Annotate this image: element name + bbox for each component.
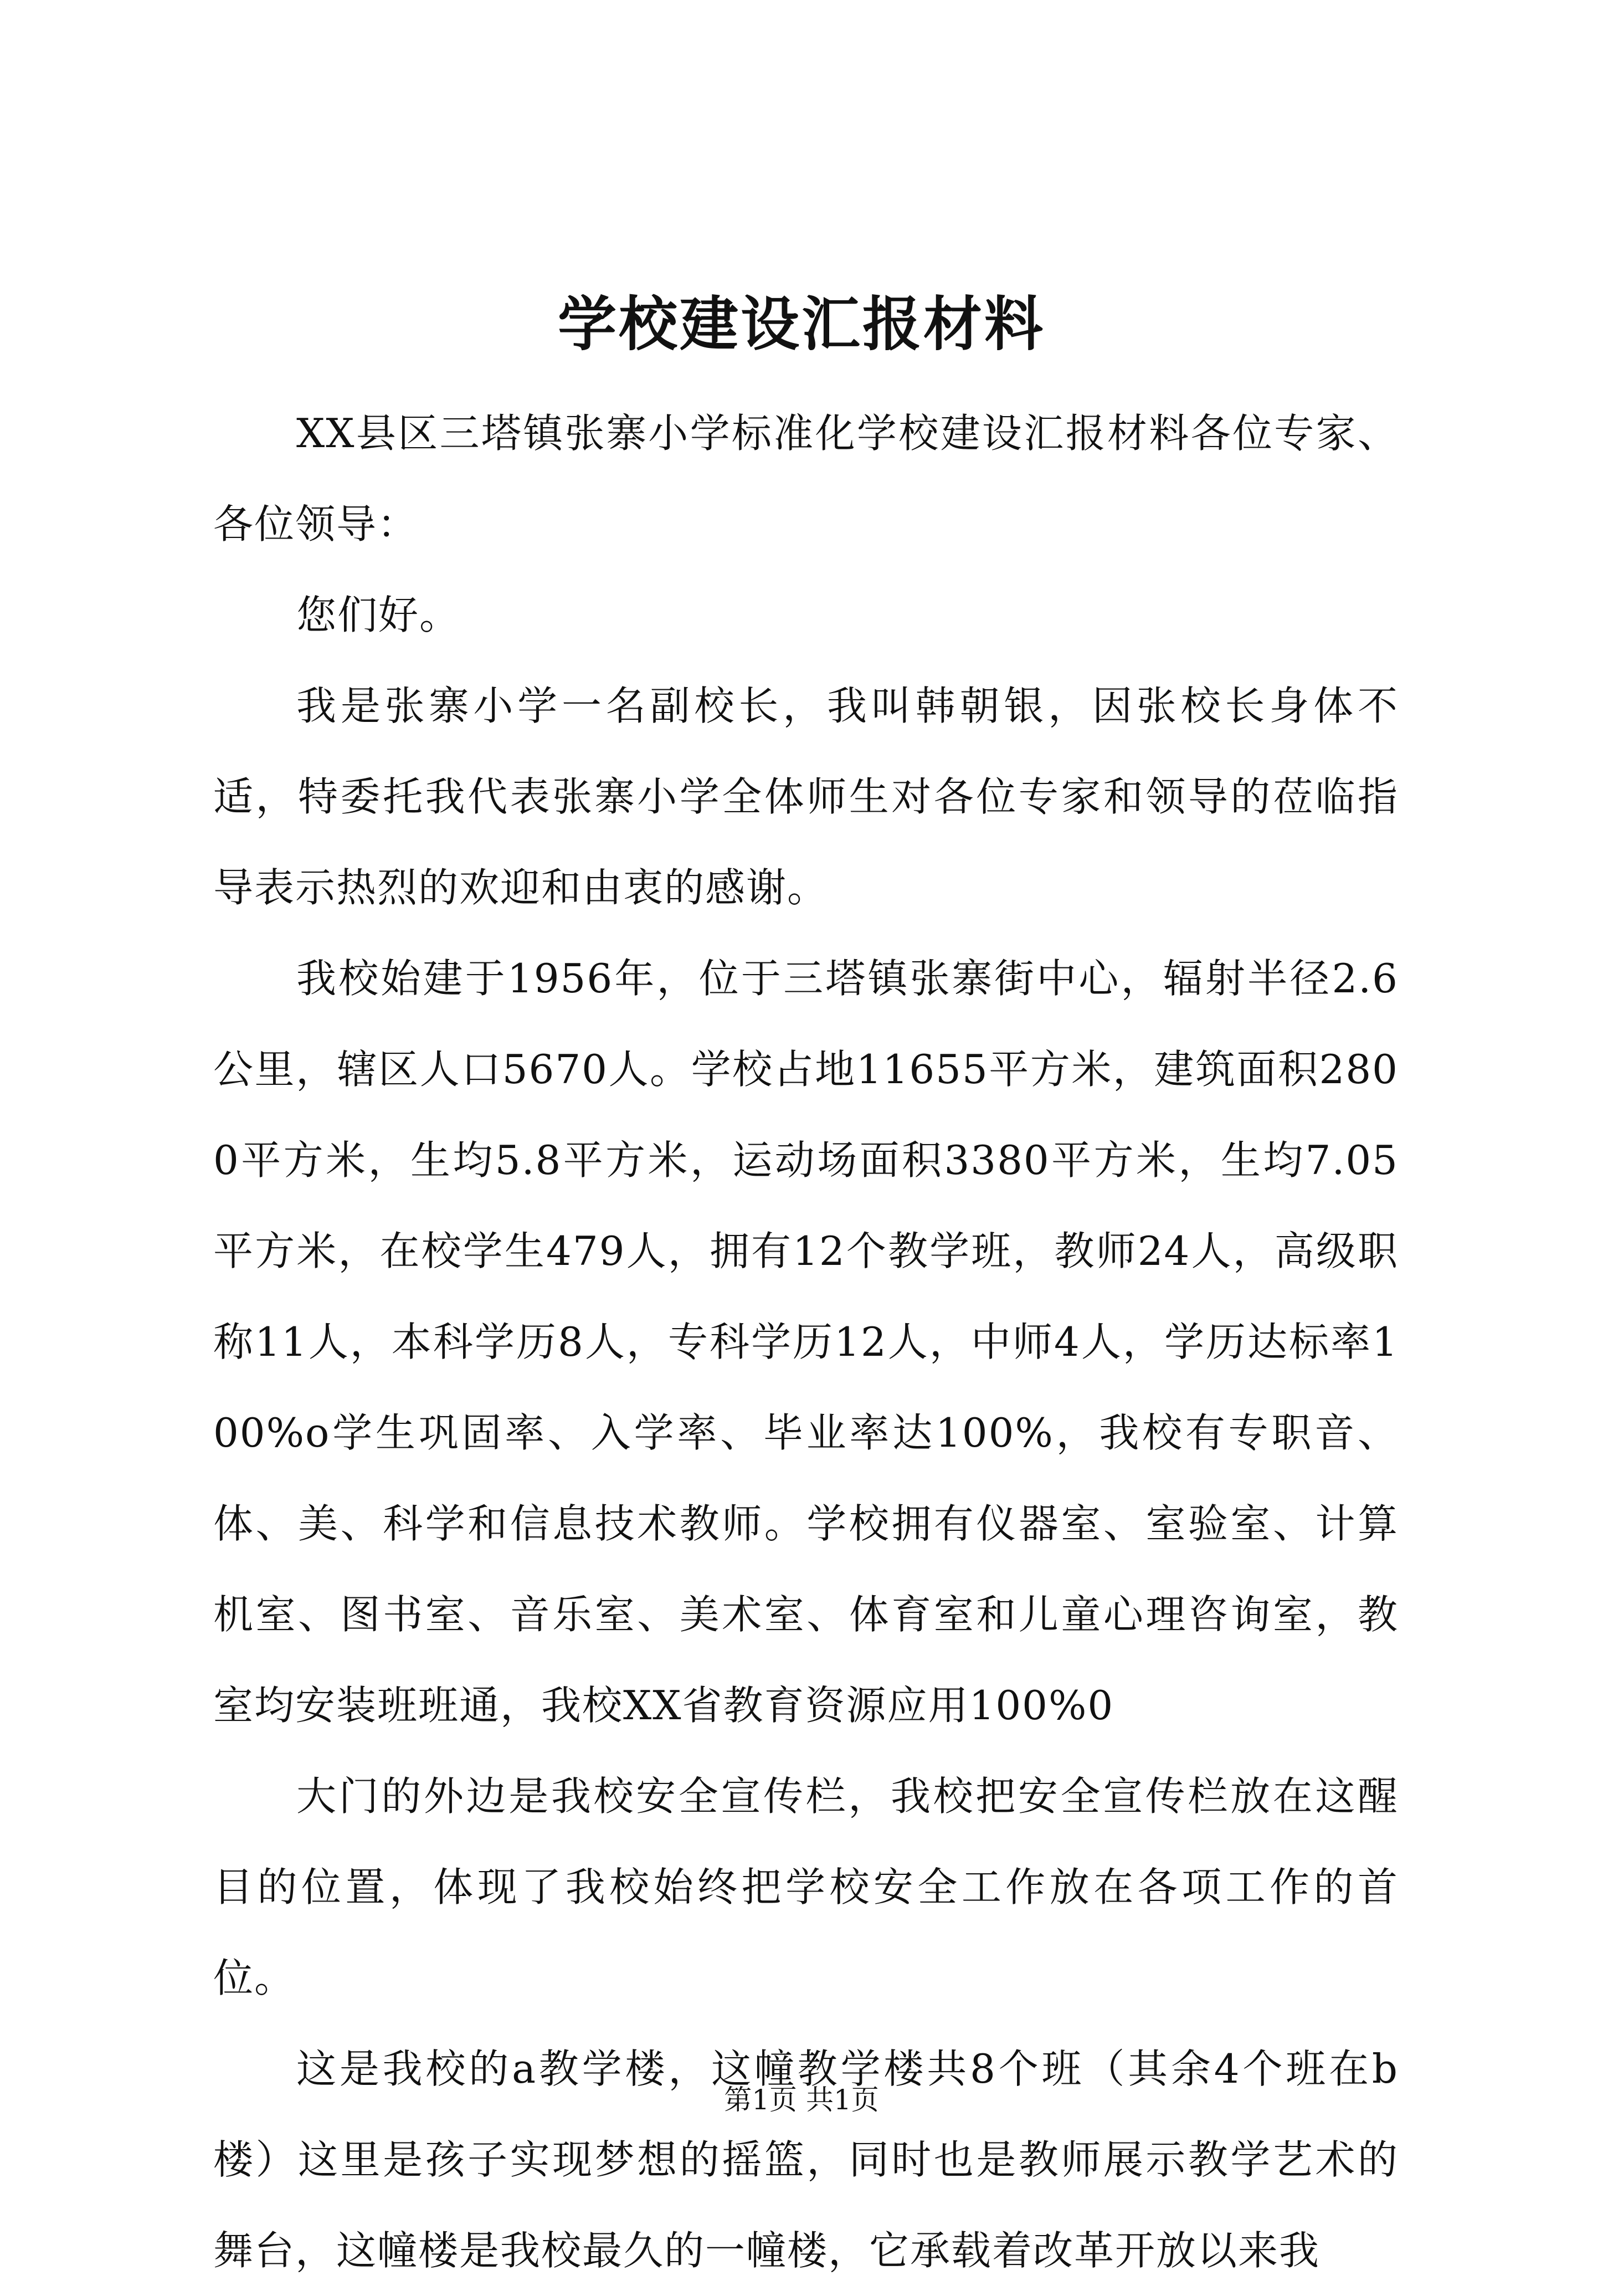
paragraph-safety-board: 大门的外边是我校安全宣传栏，我校把安全宣传栏放在这醒目的位置，体现了我校始终把学校安全工作放在各项工作的首位。	[213, 1773, 1399, 2001]
document-body	[213, 388, 1399, 2296]
paragraph-school-overview: 我校始建于1956年，位于三塔镇张寨街中心，辐射半径2.6公里，辖区人口5670人。学校占地11655平方米，建筑面积2800平方米，生均5.8平方米，运动场面积3380平方米，生均7.05平方米，在校学生479人，拥有12个教学班，教师24人，高级职称11人，本科学历8人，专科学历12人，中师4人，学历达标率100%o学生巩固率、入学率、毕业率达100%，我校有专职音、体、美、科学和信息技术教师。学校拥有仪器室、室验室、计算机室、图书室、音乐室、美术室、体育室和儿童心理咨询室，教室均安装班班通，我校XX省教育资源应用100%0	[213, 955, 1399, 1729]
paragraph-teaching-building: 这是我校的a教学楼，这幢教学楼共8个班（其余4个班在b楼）这里是孩子实现梦想的摇篮，同时也是教师展示教学艺术的舞台，这幢楼是我校最久的一幢楼，它承载着改革开放以来我	[213, 2046, 1399, 2274]
page-footer: 第1页 共1页	[724, 2084, 879, 2116]
paragraph-introduction: 我是张寨小学一名副校长，我叫韩朝银，因张校长身体不适，特委托我代表张寨小学全体师生对各位专家和领导的莅临指导表示热烈的欢迎和由衷的感谢。	[213, 683, 1399, 911]
document-title: 学校建设汇报材料	[558, 289, 1045, 358]
paragraph-salutation: XX县区三塔镇张寨小学标准化学校建设汇报材料各位专家、各位领导：	[213, 410, 1399, 547]
paragraph-greeting: 您们好。	[296, 592, 461, 638]
